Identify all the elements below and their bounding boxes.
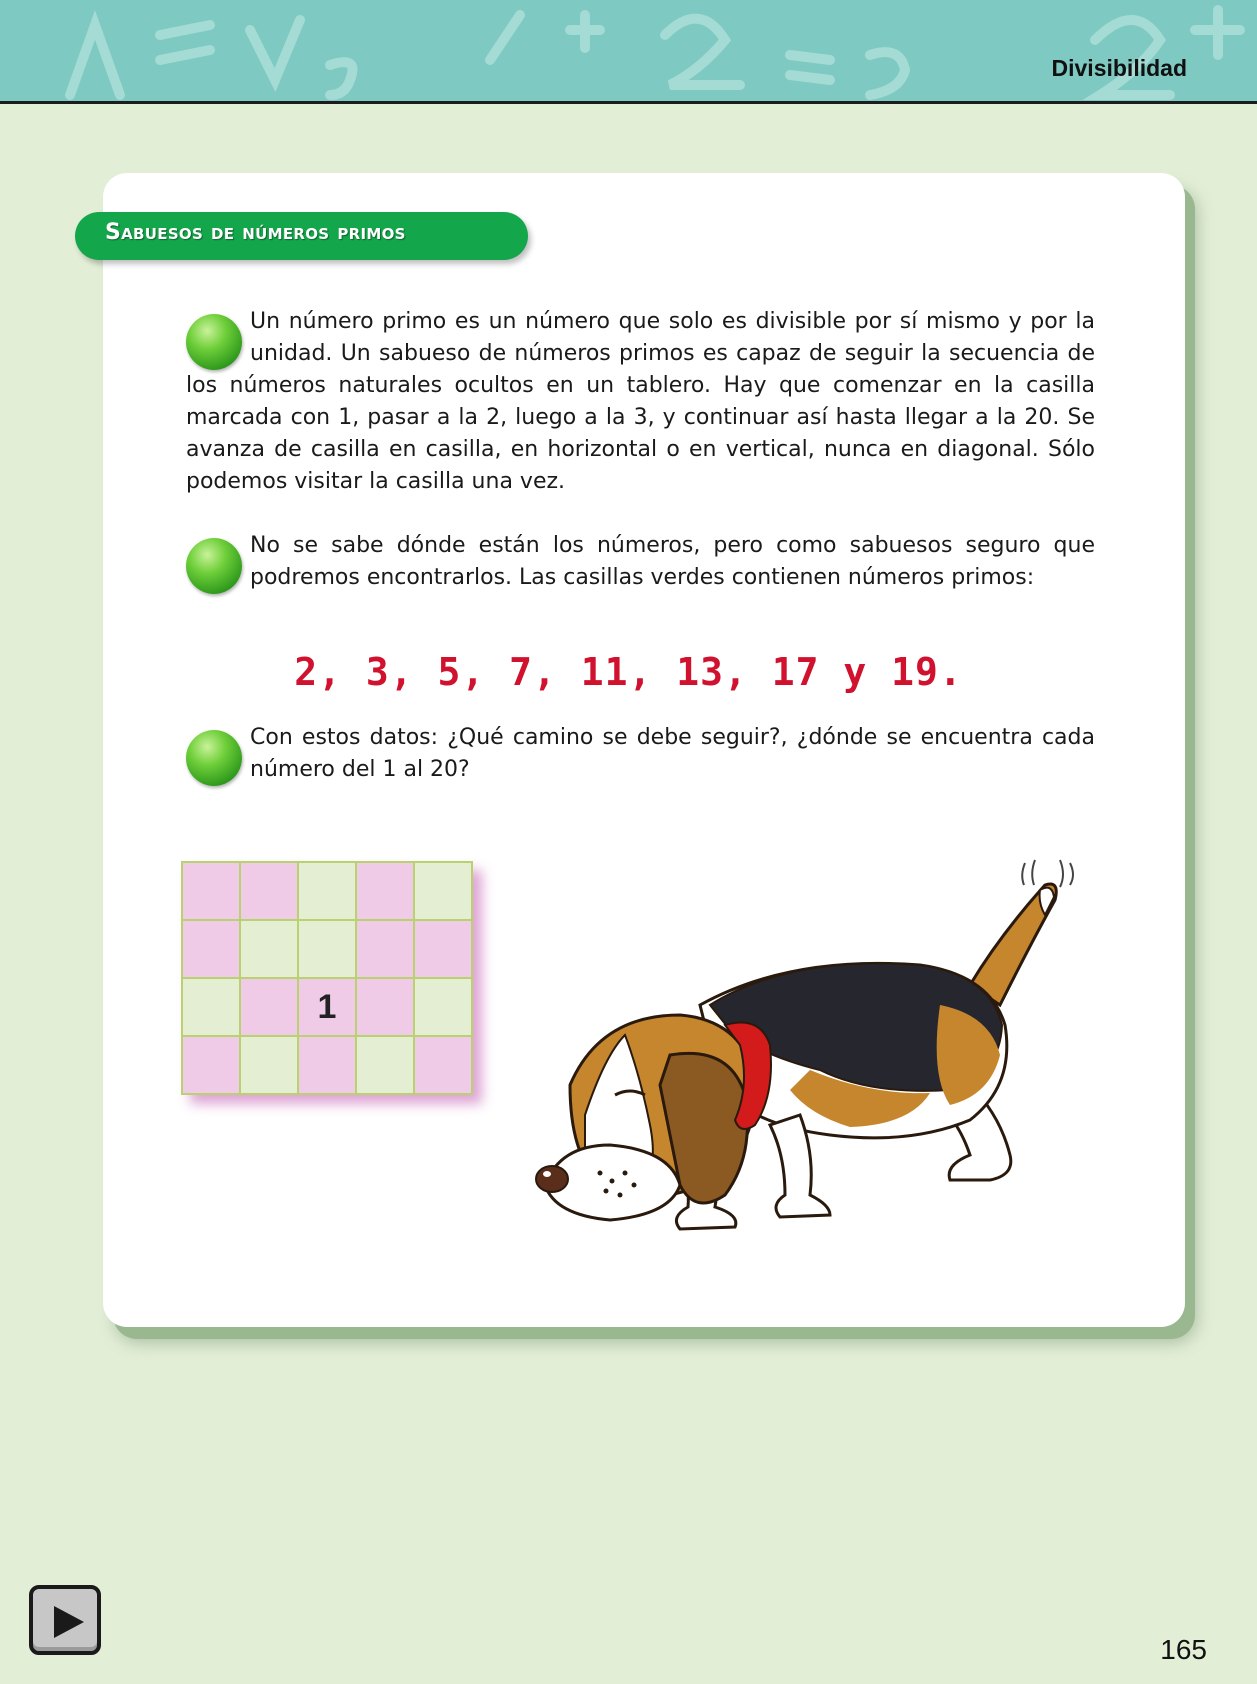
- green-bullet-icon: [186, 538, 242, 594]
- board-cell[interactable]: [183, 1037, 239, 1093]
- play-button[interactable]: [29, 1585, 101, 1655]
- primes-list: 2, 3, 5, 7, 11, 13, 17 y 19.: [294, 650, 963, 694]
- board-cell[interactable]: [241, 863, 297, 919]
- paragraph-question: [186, 722, 1095, 786]
- paragraph-hint-text: No se sabe dónde están los números, pero como sabuesos seguro que podremos encontrarlos. Las casillas verdes contienen números primos:: [250, 533, 1095, 590]
- paragraph-intro: [186, 306, 1095, 498]
- activity-title-badge: [75, 212, 528, 260]
- board-cell[interactable]: [299, 1037, 355, 1093]
- board-cell[interactable]: [415, 979, 471, 1035]
- beagle-dog-illustration: [530, 855, 1090, 1255]
- board-cell[interactable]: [299, 921, 355, 977]
- board-cell[interactable]: [357, 979, 413, 1035]
- activity-title: Sabuesos de números primos: [105, 220, 406, 245]
- board-cell[interactable]: 1: [299, 979, 355, 1035]
- math-symbols-decoration: [0, 0, 1257, 104]
- board-cell[interactable]: [415, 1037, 471, 1093]
- play-icon: [51, 1603, 87, 1641]
- board-cell[interactable]: [357, 1037, 413, 1093]
- page-number: 165: [1160, 1634, 1207, 1665]
- section-title: Divisibilidad: [1051, 55, 1187, 81]
- paragraph-intro-text: Un número primo es un número que solo es divisible por sí mismo y por la unidad. Un sabueso de números primos es capaz de seguir la secuencia de los números naturales ocultos en un tablero. Hay que comenzar en la casilla marcada con 1, pasar a la 2, luego a la 3, y continuar así hasta llegar a la 20. Se avanza de casilla en casilla, en horizontal o en vertical, nunca en diagonal. Sólo podemos visitar la casilla una vez.: [186, 309, 1095, 494]
- prime-path-board: [181, 861, 473, 1095]
- board-cell[interactable]: [183, 921, 239, 977]
- board-cell[interactable]: [357, 921, 413, 977]
- board-cell[interactable]: [241, 921, 297, 977]
- page-header: [0, 0, 1257, 104]
- board-cell[interactable]: [183, 979, 239, 1035]
- paragraph-hint: [186, 530, 1095, 594]
- green-bullet-icon: [186, 314, 242, 370]
- board-cell[interactable]: [415, 921, 471, 977]
- board-cell[interactable]: [415, 863, 471, 919]
- board-cell[interactable]: [357, 863, 413, 919]
- green-bullet-icon: [186, 730, 242, 786]
- paragraph-question-text: Con estos datos: ¿Qué camino se debe seguir?, ¿dónde se encuentra cada número del 1 al 20?: [250, 725, 1095, 782]
- board-cell[interactable]: [183, 863, 239, 919]
- board-cell[interactable]: [241, 1037, 297, 1093]
- board-cell[interactable]: [241, 979, 297, 1035]
- board-cell[interactable]: [299, 863, 355, 919]
